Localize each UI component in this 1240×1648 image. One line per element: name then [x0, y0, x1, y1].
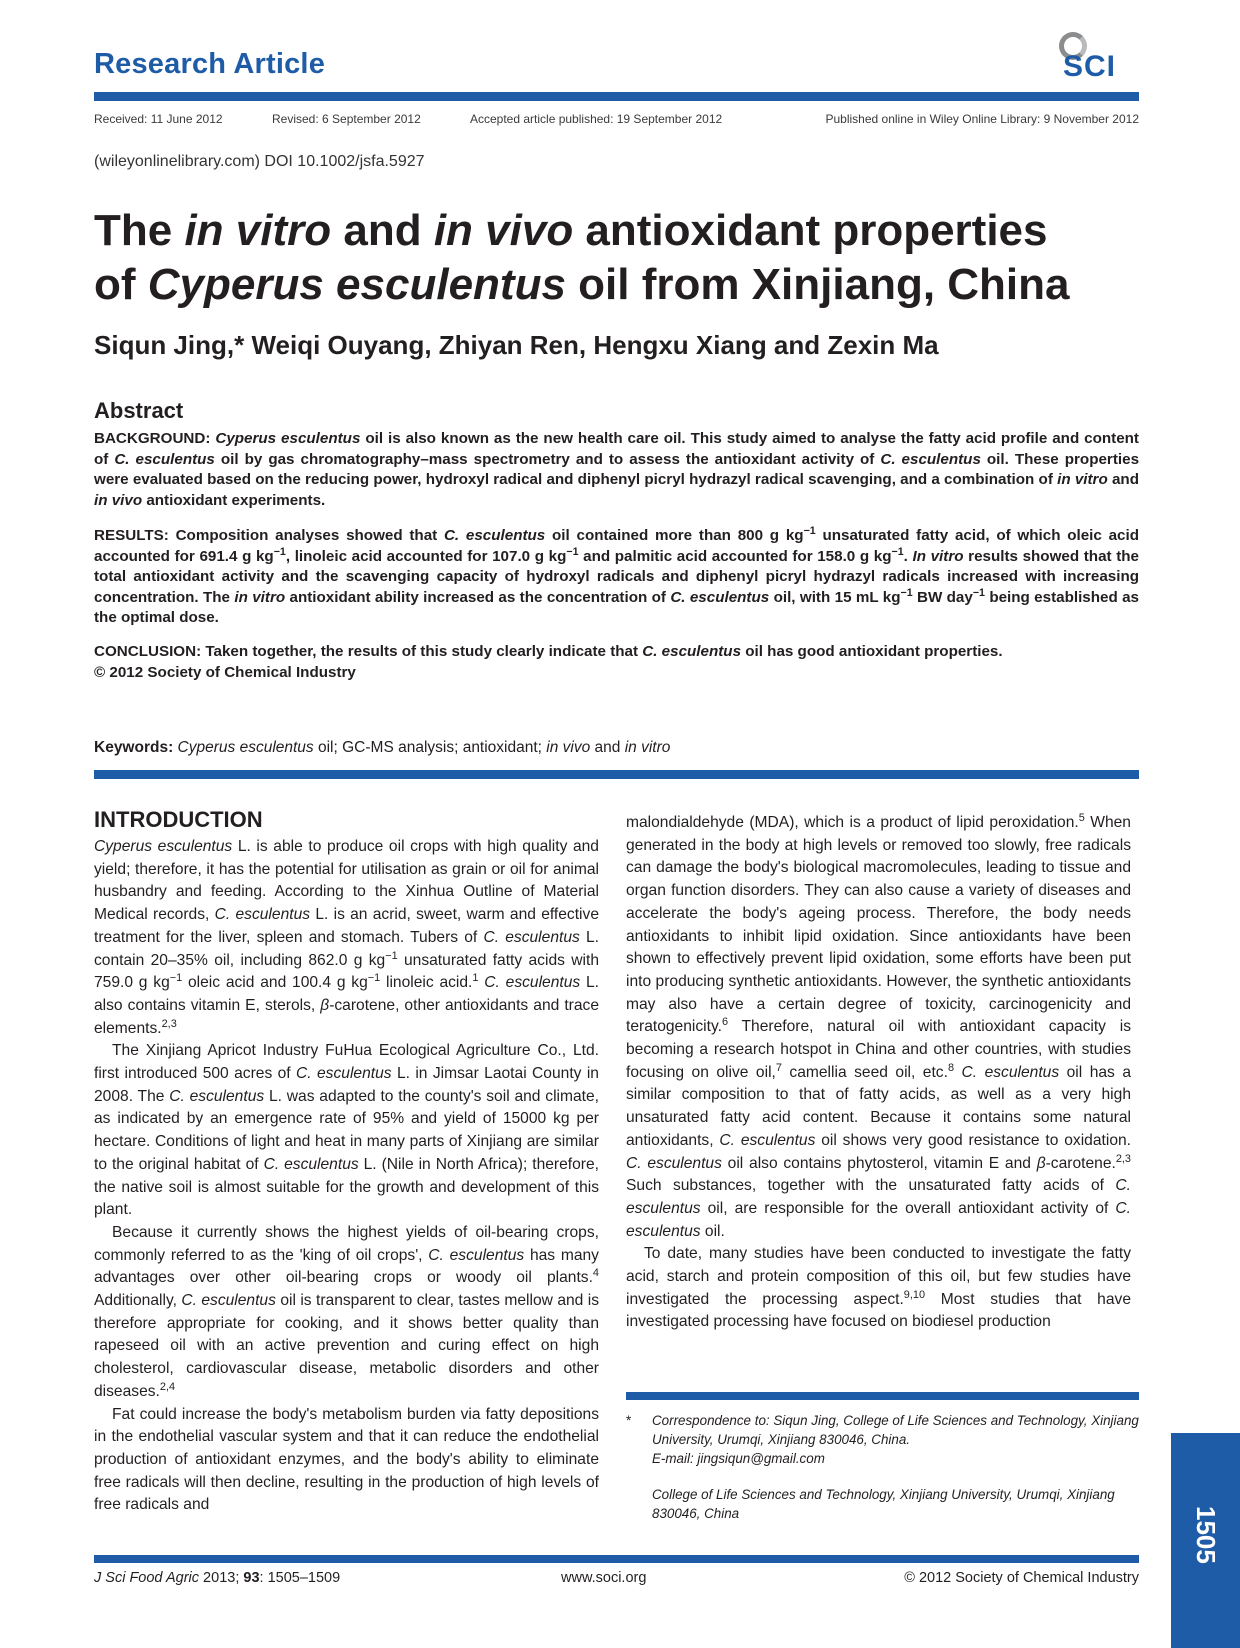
- correspondence-line: Correspondence to: Siqun Jing, College of Life Sciences and Technology, Xinjiang University, Urumqi, Xinjiang 830046, China.: [652, 1413, 1139, 1447]
- page-number-tab: [1171, 1433, 1240, 1648]
- logo-text: SCI: [1063, 50, 1117, 83]
- correspondence-email[interactable]: E-mail: jingsiqun@gmail.com: [652, 1451, 825, 1466]
- published-date: Published online in Wiley Online Library: 9 November 2012: [825, 112, 1139, 126]
- received-date: Received: 11 June 2012: [94, 112, 223, 126]
- footer-citation: J Sci Food Agric 2013; 93: 1505–1509: [94, 1570, 341, 1586]
- section-label: Research Article: [94, 48, 326, 80]
- article-title: The in vitro and in vivo antioxidant properties of Cyperus esculentus oil from Xinjiang, China: [94, 206, 1070, 309]
- asterisk-marker: *: [626, 1413, 632, 1428]
- intro-paragraph-4: Fat could increase the body's metabolism burden via fatty depositions in the endothelial vascular system and that it can reduce the endothelial production of antioxidant enzymes, and the body's ability to eliminate free radicals will then decline, resulting in the production of high levels of free radicals and: [94, 1405, 599, 1514]
- correspondence-rule: [626, 1392, 1139, 1400]
- footer-rule: [94, 1555, 1139, 1563]
- affiliation: College of Life Sciences and Technology, Xinjiang University, Urumqi, Xinjiang 830046, China: [652, 1487, 1115, 1521]
- author-list: Siqun Jing,* Weiqi Ouyang, Zhiyan Ren, Hengxu Xiang and Zexin Ma: [94, 330, 939, 360]
- sci-logo: [1049, 28, 1139, 86]
- abstract-results: RESULTS: Composition analyses showed that C. esculentus oil contained more than 800 g $kg^{-1}$ unsaturated fatty acid, of which oleic acid accounted for 691.4 g $kg^{-1}$, linoleic acid accounted for 107.0 g $kg^{-1}$ and palmitic acid accounted for 158.0 g $kg^{-1}$. In vitro results showed that the total antioxidant activity and the scavenging capacity of hydroxyl radicals and diphenyl picryl hydrazyl radicals increased with increasing concentration. The in vitro antioxidant ability increased as the concentration of C. esculentus oil, with 15 mL $kg^{-1}$ BW day$^{-1}$ being established as the optimal dose.: [94, 524, 1140, 626]
- keywords: Keywords: Cyperus esculentus oil; GC-MS analysis; antioxidant; in vivo and in vitro: [94, 739, 671, 756]
- abstract-heading: Abstract: [94, 398, 184, 423]
- revised-date: Revised: 6 September 2012: [272, 112, 421, 126]
- introduction-heading: INTRODUCTION: [94, 807, 263, 832]
- intro-paragraph-6: To date, many studies have been conducted to investigate the fatty acid, starch and protein composition of this oil, but few studies have investigated the processing aspect.$^{9,10}$ Most studies that have investigated processing have focused on biodiesel production: [626, 1245, 1131, 1331]
- top-rule: [94, 92, 1139, 101]
- footer-copyright: © 2012 Society of Chemical Industry: [904, 1570, 1139, 1586]
- footer-url[interactable]: www.soci.org: [561, 1570, 647, 1586]
- abstract-background: BACKGROUND: Cyperus esculentus oil is also known as the new health care oil. This study aimed to analyse the fatty acid profile and content of C. esculentus oil by gas chromatography–mass spectrometry and to assess the antioxidant activity of C. esculentus oil. These properties were evaluated based on the reducing power, hydroxyl radical and diphenyl picryl hydrazyl radical scavenging, and a combination of in vitro and in vivo antioxidant experiments.: [94, 430, 1140, 509]
- intro-paragraph-1: Cyperus esculentus L. is able to produce oil crops with high quality and yield; therefore, it has the potential for utilisation as grain or oil for animal husbandry and feeding. According to the Xinhua Outline of Material Medical records, C. esculentus L. is an acrid, sweet, warm and effective treatment for the liver, spleen and stomach. Tubers of C. esculentus L. contain 20–35% oil, including 862.0 g $kg^{-1}$ unsaturated fatty acids with 759.0 g $kg^{-1}$ oleic acid and 100.4 g $kg^{-1}$ linoleic acid.$^1$ C. esculentus L. also contains vitamin E, sterols, β-carotene, other antioxidants and trace elements.$^{2,3}$: [94, 838, 599, 1037]
- accepted-date: Accepted article published: 19 September 2012: [470, 112, 723, 126]
- body-column-left: [94, 836, 599, 1517]
- intro-paragraph-5: malondialdehyde (MDA), which is a product of lipid peroxidation.$^5$ When generated in the body at high levels or removed too slowly, free radicals can damage the body's biological macromolecules, leading to tissue and organ function disorders. They can also cause a variety of diseases and accelerate the body's ageing process. Therefore, the body needs antioxidants to inhibit lipid oxidation. Since antioxidants have been shown to effectively prevent lipid oxidation, some efforts have been put into producing synthetic antioxidants. However, the synthetic antioxidants may also have a certain degree of toxicity, carcinogenicity and teratogenicity.$^6$ Therefore, natural oil with antioxidant capacity is becoming a research hotspot in China and other countries, with studies focusing on olive oil,$^7$ camellia seed oil, etc.$^8$ C. esculentus oil has a similar composition to that of fatty acids, as well as a very high unsaturated fatty acid content. Because it contains some natural antioxidants, C. esculentus oil shows very good resistance to oxidation. C. esculentus oil also contains phytosterol, vitamin E and β-carotene.$^{2,3}$ Such substances, together with the unsaturated fatty acids of C. esculentus oil, are responsible for the overall antioxidant activity of C. esculentus oil.: [626, 811, 1131, 1240]
- section-rule: [94, 770, 1139, 779]
- abstract-conclusion: CONCLUSION: Taken together, the results of this study clearly indicate that C. esculentus oil has good antioxidant properties. © 2012 Society of Chemical Industry: [94, 643, 1003, 681]
- correspondence-note: [626, 1411, 1139, 1523]
- intro-paragraph-3: Because it currently shows the highest yields of oil-bearing crops, commonly referred to as the 'king of oil crops', C. esculentus has many advantages over other oil-bearing crops or woody oil plants.$^4$ Additionally, C. esculentus oil is transparent to clear, tastes mellow and is therefore appropriate for cooking, and it shows better quality than rapeseed oil with an active prevention and curing effect on high cholesterol, cardiovascular disease, metabolic disorders and other diseases.$^{2,4}$: [94, 1223, 600, 1400]
- intro-paragraph-2: The Xinjiang Apricot Industry FuHua Ecological Agriculture Co., Ltd. first introduced 500 acres of C. esculentus L. in Jimsar Laotai County in 2008. The C. esculentus L. was adapted to the county's soil and climate, as indicated by an emergence rate of 95% and yield of 15000 kg per hectare. Conditions of light and heat in many parts of Xinjiang are similar to the original habitat of C. esculentus L. (Nile in North Africa); therefore, the native soil is almost suitable for the growth and development of this plant.: [94, 1042, 600, 1219]
- body-column-right: [626, 812, 1131, 1334]
- page-number: 1505: [1191, 1506, 1221, 1564]
- doi: (wileyonlinelibrary.com) DOI 10.1002/jsfa.5927: [94, 153, 425, 170]
